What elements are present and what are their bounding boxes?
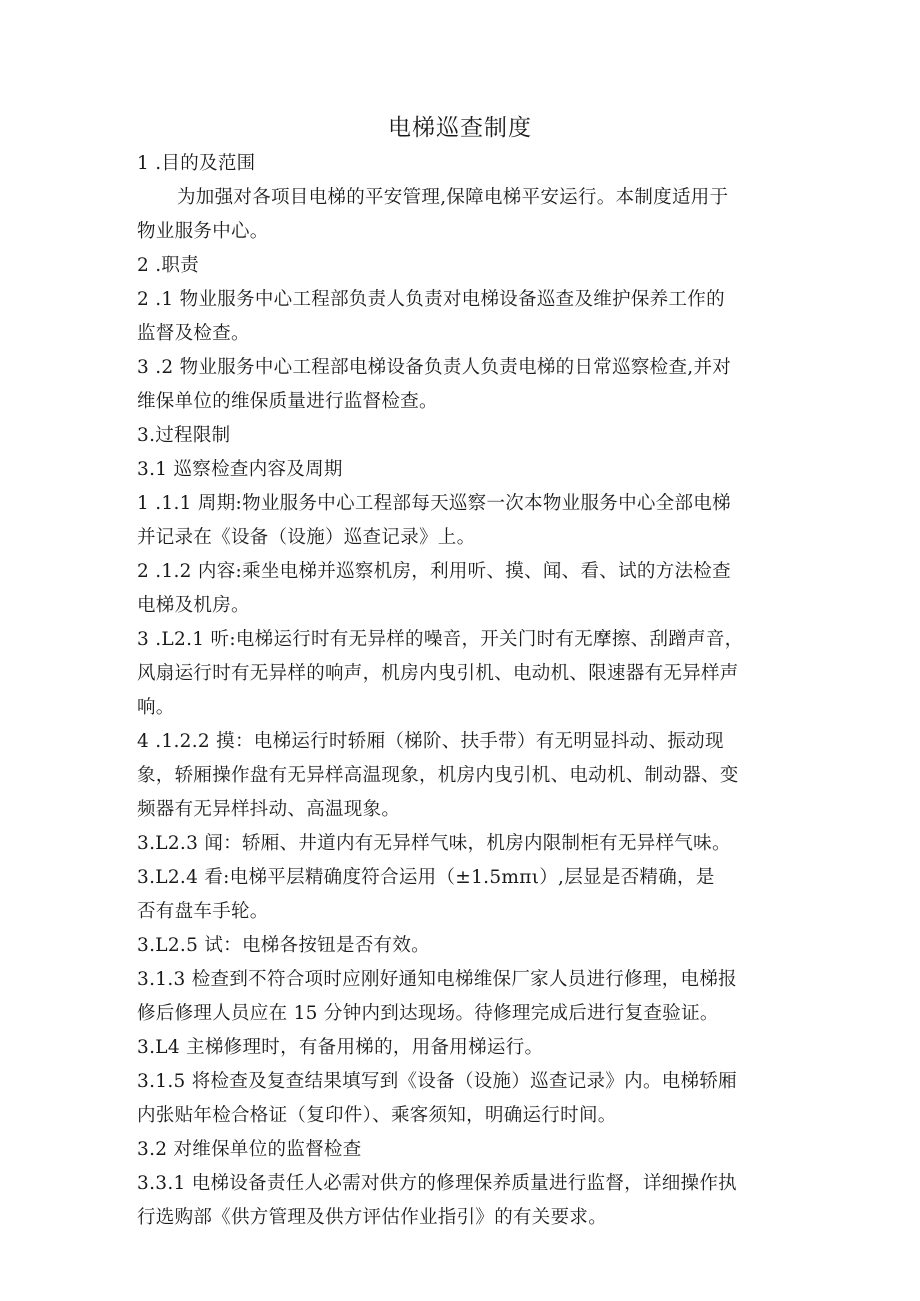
paragraph [137, 963, 787, 1031]
paragraph-line: 内张贴年检合格证（复印件）、乘客须知，明确运行时间。 [137, 1105, 617, 1126]
paragraph-line: 3.L2.3 闻：轿厢、井道内有无异样气味，机房内限制柜有无异样气味。 [137, 833, 731, 854]
paragraph-line: 风扇运行时有无异样的响声，机房内曳引机、电动机、限速器有无异样声 [137, 663, 739, 684]
paragraph-line: 4 .1.2.2 摸：电梯运行时轿厢（梯阶、扶手带）有无明显抖动、振动现 [137, 731, 724, 752]
paragraph-line: 2 .1.2 内容:乘坐电梯并巡察机房，利用听、摸、闻、看、试的方法检查 [137, 561, 731, 582]
paragraph-line: 3.3.1 电梯设备责任人必需对供方的修理保养质量进行监督，详细操作执 [137, 1173, 737, 1194]
paragraph-line: 象，轿厢操作盘有无异样高温现象，机房内曳引机、电动机、制动器、变 [137, 765, 739, 786]
paragraph [137, 1167, 787, 1235]
paragraph-line: 否有盘车手轮。 [137, 901, 269, 922]
paragraph [137, 215, 787, 249]
paragraph [137, 351, 787, 419]
paragraph-line: 电梯及机房。 [137, 595, 250, 616]
paragraph [137, 827, 787, 861]
paragraph [137, 623, 787, 725]
paragraph [137, 487, 787, 555]
paragraph-line: 为加强对各项目电梯的平安管理,保障电梯平安运行。本制度适用于 [177, 187, 729, 208]
paragraph-line: 3.L2.5 试：电梯各按钮是否有效。 [137, 935, 430, 956]
paragraph [137, 555, 787, 623]
paragraph [137, 1133, 787, 1167]
paragraph-line: 3.1.5 将检查及复查结果填写到《设备（设施）巡查记录》内。电梯轿厢 [137, 1071, 737, 1092]
paragraph-line: 2 .职责 [137, 255, 200, 276]
paragraph-line: 3.1.3 检查到不符合项时应刚好通知电梯维保厂家人员进行修理，电梯报 [137, 969, 737, 990]
paragraph-line: 频器有无异样抖动、高温现象。 [137, 799, 401, 820]
paragraph [137, 1031, 787, 1065]
paragraph [137, 147, 787, 181]
paragraph-line: 监督及检查。 [137, 323, 250, 344]
paragraph-line: 2 .1 物业服务中心工程部负责人负责对电梯设备巡查及维护保养工作的 [137, 289, 725, 310]
paragraph-line: 1 .1.1 周期:物业服务中心工程部每天巡察一次本物业服务中心全部电梯 [137, 493, 731, 514]
paragraph [137, 929, 787, 963]
paragraph [137, 283, 787, 351]
paragraph-line: 3.2 对维保单位的监督检查 [137, 1139, 362, 1160]
paragraph-line: 行选购部《供方管理及供方评估作业指引》的有关要求。 [137, 1207, 608, 1228]
document-title: 电梯巡查制度 [388, 115, 532, 141]
paragraph [137, 419, 787, 453]
paragraph-line: 3.1 巡察检查内容及周期 [137, 459, 343, 480]
paragraph [137, 1065, 787, 1133]
paragraph [137, 181, 787, 215]
paragraph-line: 并记录在《设备（设施）巡查记录》上。 [137, 527, 476, 548]
paragraph-line: 3.L2.4 看:电梯平层精确度符合运用（±1.5mπι）,层显是否精确，是 [137, 867, 715, 888]
paragraph [137, 725, 787, 827]
paragraph-line: 维保单位的维保质量进行监督检查。 [137, 391, 438, 412]
paragraph [137, 861, 787, 929]
paragraph [137, 453, 787, 487]
paragraph-line: 3 .L2.1 听:电梯运行时有无异样的噪音，开关门时有无摩擦、刮蹭声音， [137, 629, 744, 650]
paragraph-line: 1 .目的及范围 [137, 153, 256, 174]
paragraph-line: 3 .2 物业服务中心工程部电梯设备负责人负责电梯的日常巡察检查,并对 [137, 357, 732, 378]
paragraph-line: 3.过程限制 [137, 425, 231, 446]
paragraph [137, 249, 787, 283]
paragraph-line: 3.L4 主梯修理时，有备用梯的，用备用梯运行。 [137, 1037, 544, 1058]
paragraph-line: 物业服务中心。 [137, 221, 269, 242]
paragraph-line: 修后修理人员应在 15 分钟内到达现场。待修理完成后进行复查验证。 [137, 1003, 719, 1024]
paragraph-line: 响。 [137, 697, 175, 718]
